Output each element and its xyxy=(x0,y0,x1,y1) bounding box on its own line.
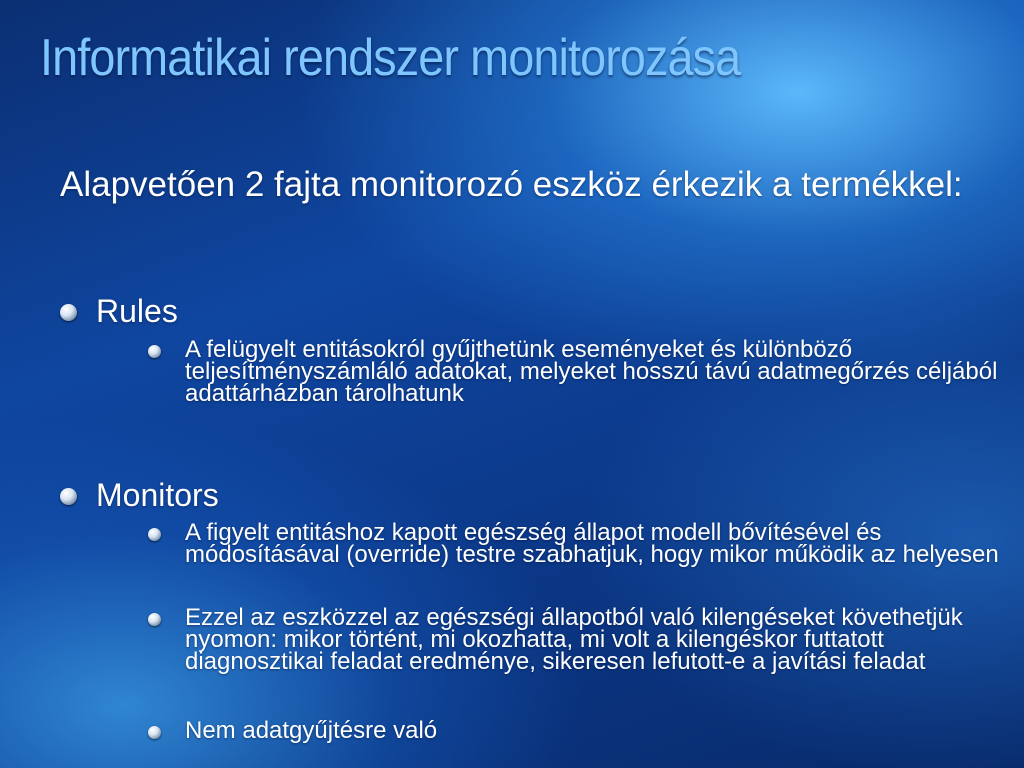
bullet-sphere-icon xyxy=(60,488,77,505)
bullet-rules-label: Rules xyxy=(96,293,178,329)
sub-bullet-rules-1-text: A felügyelt entitásokról gyűjthetünk eseményeket és különböző teljesítményszámláló adatokat, melyeket hosszú távú adatmegőrzés céljából adattárházban tárolhatunk xyxy=(185,336,998,407)
sub-bullet-rules-1 xyxy=(148,336,1008,407)
sub-bullet-sphere-icon xyxy=(148,726,161,739)
sub-bullet-monitors-3-text: Nem adatgyűjtésre való xyxy=(185,717,438,744)
bullet-monitors-label: Monitors xyxy=(96,477,219,513)
slide-title: Informatikai rendszer monitorozása xyxy=(40,29,741,87)
sub-bullet-monitors-1-text: A figyelt entitáshoz kapott egészség állapot modell bővítésével és módosításával (override) testre szabhatjuk, hogy mikor működik az helyesen xyxy=(185,519,999,568)
sub-bullet-monitors-2 xyxy=(148,604,1008,675)
intro-text: Alapvetően 2 fajta monitorozó eszköz érkezik a termékkel: xyxy=(60,165,963,204)
sub-bullet-monitors-2-text: Ezzel az eszközzel az egészségi állapotból való kilengéseket követhetjük nyomon: mikor történt, mi okozhatta, mi volt a kilengéskor futtatott diagnosztikai feladat eredménye, sikeresen lefutott-e a javítási feladat xyxy=(185,604,963,675)
sub-bullet-sphere-icon xyxy=(148,528,161,541)
sub-bullet-monitors-3 xyxy=(148,717,1008,744)
bullet-sphere-icon xyxy=(60,304,77,321)
sub-bullet-monitors-1 xyxy=(148,519,1008,568)
sub-bullet-sphere-icon xyxy=(148,613,161,626)
sub-bullet-sphere-icon xyxy=(148,345,161,358)
